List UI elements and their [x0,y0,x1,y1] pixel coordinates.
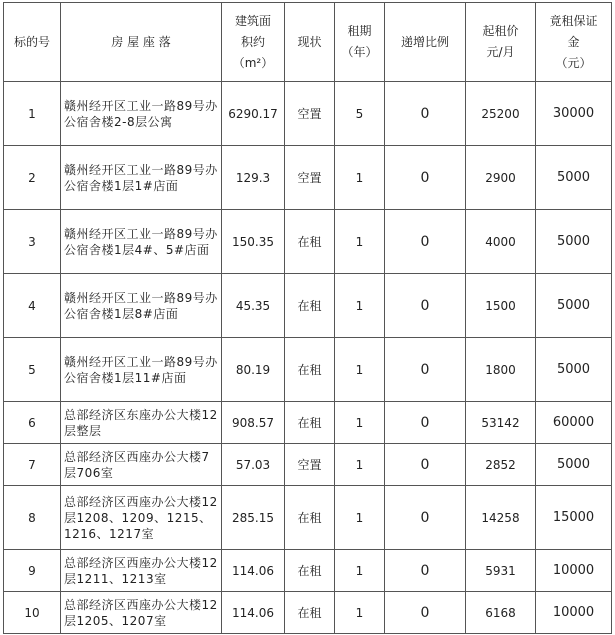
header-lot-no: 标的号 [4,3,61,82]
cell-status: 在租 [285,550,335,592]
table-row [4,338,612,402]
table-row [4,486,612,550]
cell-area: 129.3 [222,146,285,210]
cell-deposit: 5000 [536,146,612,210]
cell-status: 空置 [285,444,335,486]
header-increase-ratio: 递增比例 [385,3,466,82]
cell-increase-ratio: 0 [385,550,466,592]
cell-increase-ratio: 0 [385,402,466,444]
cell-status: 在租 [285,338,335,402]
cell-increase-ratio: 0 [385,592,466,634]
cell-lot-no: 7 [4,444,61,486]
header-status: 现状 [285,3,335,82]
header-lease-term: 租期 （年） [335,3,385,82]
cell-lease-term: 1 [335,550,385,592]
lease-table [3,2,612,634]
cell-area: 150.35 [222,210,285,274]
cell-area: 80.19 [222,338,285,402]
cell-starting-rent: 1500 [466,274,536,338]
cell-lease-term: 5 [335,82,385,146]
table-row [4,592,612,634]
cell-starting-rent: 4000 [466,210,536,274]
cell-status: 空置 [285,146,335,210]
cell-deposit: 5000 [536,444,612,486]
cell-increase-ratio: 0 [385,338,466,402]
table-row [4,210,612,274]
cell-lot-no: 6 [4,402,61,444]
cell-area: 45.35 [222,274,285,338]
cell-increase-ratio: 0 [385,82,466,146]
header-deposit: 竟租保证 金 （元） [536,3,612,82]
cell-lease-term: 1 [335,210,385,274]
cell-deposit: 30000 [536,82,612,146]
cell-lot-no: 8 [4,486,61,550]
cell-deposit: 10000 [536,550,612,592]
cell-lot-no: 1 [4,82,61,146]
cell-lot-no: 10 [4,592,61,634]
cell-increase-ratio: 0 [385,274,466,338]
cell-lease-term: 1 [335,338,385,402]
cell-increase-ratio: 0 [385,486,466,550]
cell-starting-rent: 25200 [466,82,536,146]
cell-address: 总部经济区西座办公大楼7层706室 [61,444,222,486]
header-row [4,3,612,82]
table-row [4,402,612,444]
cell-starting-rent: 6168 [466,592,536,634]
cell-lease-term: 1 [335,274,385,338]
cell-starting-rent: 5931 [466,550,536,592]
cell-status: 在租 [285,274,335,338]
header-area: 建筑面 积约 （m²） [222,3,285,82]
cell-lot-no: 9 [4,550,61,592]
table-row [4,444,612,486]
cell-deposit: 60000 [536,402,612,444]
cell-lot-no: 5 [4,338,61,402]
cell-starting-rent: 2900 [466,146,536,210]
cell-lease-term: 1 [335,402,385,444]
cell-starting-rent: 2852 [466,444,536,486]
cell-area: 6290.17 [222,82,285,146]
cell-address: 总部经济区西座办公大楼12层1208、1209、1215、1216、1217室 [61,486,222,550]
cell-status: 在租 [285,402,335,444]
cell-area: 285.15 [222,486,285,550]
table-row [4,82,612,146]
cell-area: 114.06 [222,592,285,634]
cell-starting-rent: 14258 [466,486,536,550]
cell-address: 赣州经开区工业一路89号办公宿舍楼1层8#店面 [61,274,222,338]
cell-area: 114.06 [222,550,285,592]
cell-area: 908.57 [222,402,285,444]
cell-starting-rent: 1800 [466,338,536,402]
table-row [4,274,612,338]
cell-deposit: 5000 [536,210,612,274]
cell-lease-term: 1 [335,486,385,550]
table-row [4,146,612,210]
cell-starting-rent: 53142 [466,402,536,444]
cell-lot-no: 2 [4,146,61,210]
cell-deposit: 10000 [536,592,612,634]
cell-status: 空置 [285,82,335,146]
cell-lease-term: 1 [335,592,385,634]
cell-area: 57.03 [222,444,285,486]
cell-increase-ratio: 0 [385,210,466,274]
cell-address: 赣州经开区工业一路89号办公宿舍楼2-8层公寓 [61,82,222,146]
cell-lease-term: 1 [335,146,385,210]
cell-deposit: 5000 [536,338,612,402]
cell-address: 赣州经开区工业一路89号办公宿舍楼1层4#、5#店面 [61,210,222,274]
cell-lot-no: 3 [4,210,61,274]
header-location: 房 屋 座 落 [61,3,222,82]
cell-increase-ratio: 0 [385,146,466,210]
cell-address: 总部经济区西座办公大楼12层1211、1213室 [61,550,222,592]
cell-status: 在租 [285,210,335,274]
cell-deposit: 15000 [536,486,612,550]
cell-deposit: 5000 [536,274,612,338]
cell-lot-no: 4 [4,274,61,338]
cell-status: 在租 [285,486,335,550]
cell-status: 在租 [285,592,335,634]
table-row [4,550,612,592]
cell-address: 赣州经开区工业一路89号办公宿舍楼1层1#店面 [61,146,222,210]
cell-lease-term: 1 [335,444,385,486]
header-starting-rent: 起租价 元/月 [466,3,536,82]
cell-address: 赣州经开区工业一路89号办公宿舍楼1层11#店面 [61,338,222,402]
cell-address: 总部经济区东座办公大楼12层整层 [61,402,222,444]
cell-address: 总部经济区西座办公大楼12层1205、1207室 [61,592,222,634]
cell-increase-ratio: 0 [385,444,466,486]
